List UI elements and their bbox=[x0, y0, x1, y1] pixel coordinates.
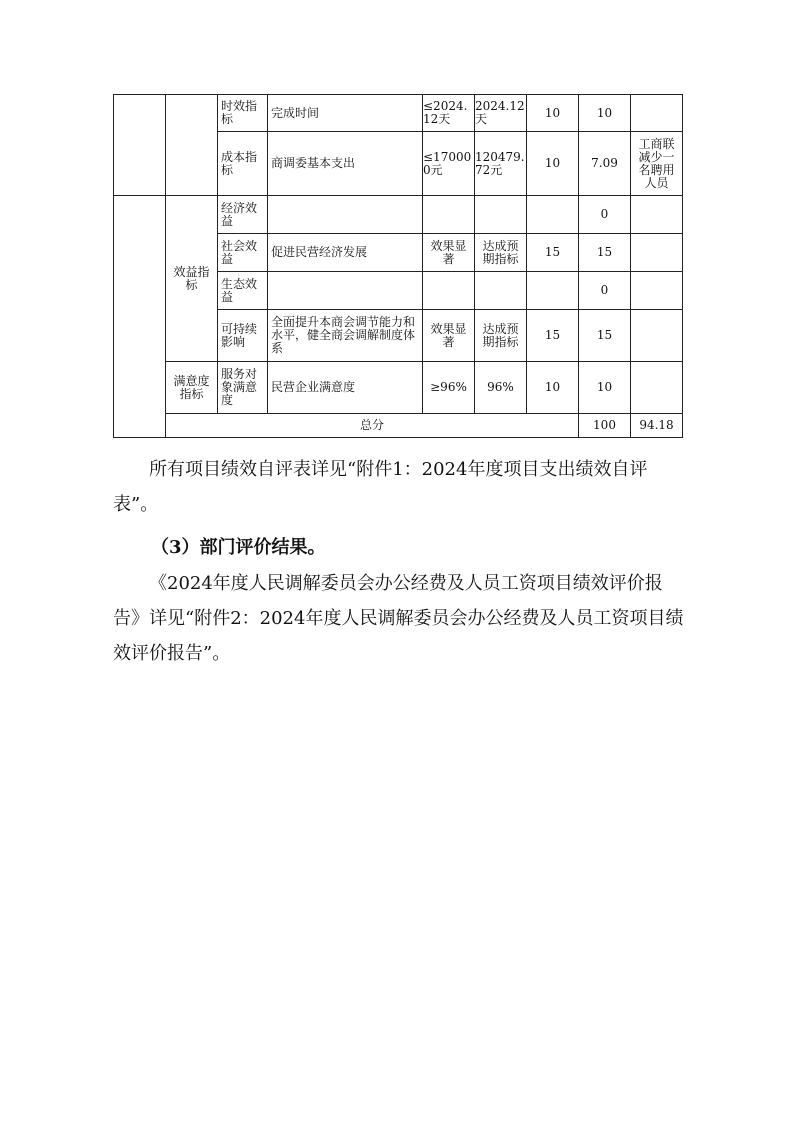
actual-value: 2024.12天 bbox=[475, 95, 527, 132]
score-value: 15 bbox=[579, 234, 631, 272]
first-level-cell bbox=[114, 95, 166, 196]
table-row bbox=[114, 196, 683, 234]
target-value: 效果显著 bbox=[423, 310, 475, 362]
indicator-content: 完成时间 bbox=[268, 95, 423, 132]
weight-value bbox=[527, 196, 579, 234]
note-value bbox=[631, 95, 683, 132]
note-value: 工商联减少一名聘用人员 bbox=[631, 132, 683, 196]
indicator-content bbox=[268, 196, 423, 234]
target-value: 效果显著 bbox=[423, 234, 475, 272]
actual-value: 达成预期指标 bbox=[475, 310, 527, 362]
target-value: ≤170000元 bbox=[423, 132, 475, 196]
score-value: 7.09 bbox=[579, 132, 631, 196]
note-value bbox=[631, 234, 683, 272]
weight-value: 15 bbox=[527, 310, 579, 362]
sub-indicator: 服务对象满意度 bbox=[218, 362, 268, 414]
total-weight: 100 bbox=[579, 414, 631, 438]
sub-indicator: 成本指标 bbox=[218, 132, 268, 196]
indicator-content bbox=[268, 272, 423, 310]
score-value: 0 bbox=[579, 272, 631, 310]
target-value: ≤2024.12天 bbox=[423, 95, 475, 132]
score-value: 10 bbox=[579, 362, 631, 414]
total-label: 总分 bbox=[166, 414, 579, 438]
indicator-content: 民营企业满意度 bbox=[268, 362, 423, 414]
sub-indicator: 时效指标 bbox=[218, 95, 268, 132]
target-value bbox=[423, 196, 475, 234]
paragraph-attachment-1: 所有项目绩效自评表详见“附件1：2024年度项目支出绩效自评表”。 bbox=[113, 459, 648, 515]
sub-indicator: 经济效益 bbox=[218, 196, 268, 234]
performance-table bbox=[113, 94, 683, 438]
section-heading: （3）部门评价结果。 bbox=[151, 537, 326, 558]
weight-value: 10 bbox=[527, 132, 579, 196]
target-value: ≥96% bbox=[423, 362, 475, 414]
sub-indicator: 生态效益 bbox=[218, 272, 268, 310]
weight-value: 10 bbox=[527, 362, 579, 414]
actual-value bbox=[475, 272, 527, 310]
note-value bbox=[631, 310, 683, 362]
note-value bbox=[631, 272, 683, 310]
benefit-indicator-label: 效益指标 bbox=[166, 196, 218, 362]
score-value: 10 bbox=[579, 95, 631, 132]
weight-value bbox=[527, 272, 579, 310]
score-value: 0 bbox=[579, 196, 631, 234]
sub-indicator: 可持续影响 bbox=[218, 310, 268, 362]
total-row bbox=[114, 414, 683, 438]
table-row bbox=[114, 95, 683, 132]
actual-value: 96% bbox=[475, 362, 527, 414]
note-value bbox=[631, 196, 683, 234]
score-value: 15 bbox=[579, 310, 631, 362]
actual-value bbox=[475, 196, 527, 234]
second-level-cell bbox=[166, 95, 218, 196]
actual-value: 达成预期指标 bbox=[475, 234, 527, 272]
indicator-content: 促进民营经济发展 bbox=[268, 234, 423, 272]
satisfaction-indicator-label: 满意度指标 bbox=[166, 362, 218, 414]
indicator-content: 全面提升本商会调节能力和水平，健全商会调解制度体系 bbox=[268, 310, 423, 362]
paragraph-attachment-2: 《2024年度人民调解委员会办公经费及人员工资项目绩效评价报告》详见“附件2：2024年度人民调解委员会办公经费及人员工资项目绩效评价报告”。 bbox=[113, 573, 684, 664]
first-level-cell bbox=[114, 196, 166, 438]
indicator-content: 商调委基本支出 bbox=[268, 132, 423, 196]
weight-value: 10 bbox=[527, 95, 579, 132]
actual-value: 120479.72元 bbox=[475, 132, 527, 196]
target-value bbox=[423, 272, 475, 310]
sub-indicator: 社会效益 bbox=[218, 234, 268, 272]
weight-value: 15 bbox=[527, 234, 579, 272]
note-value bbox=[631, 362, 683, 414]
total-score: 94.18 bbox=[631, 414, 683, 438]
table-row bbox=[114, 362, 683, 414]
